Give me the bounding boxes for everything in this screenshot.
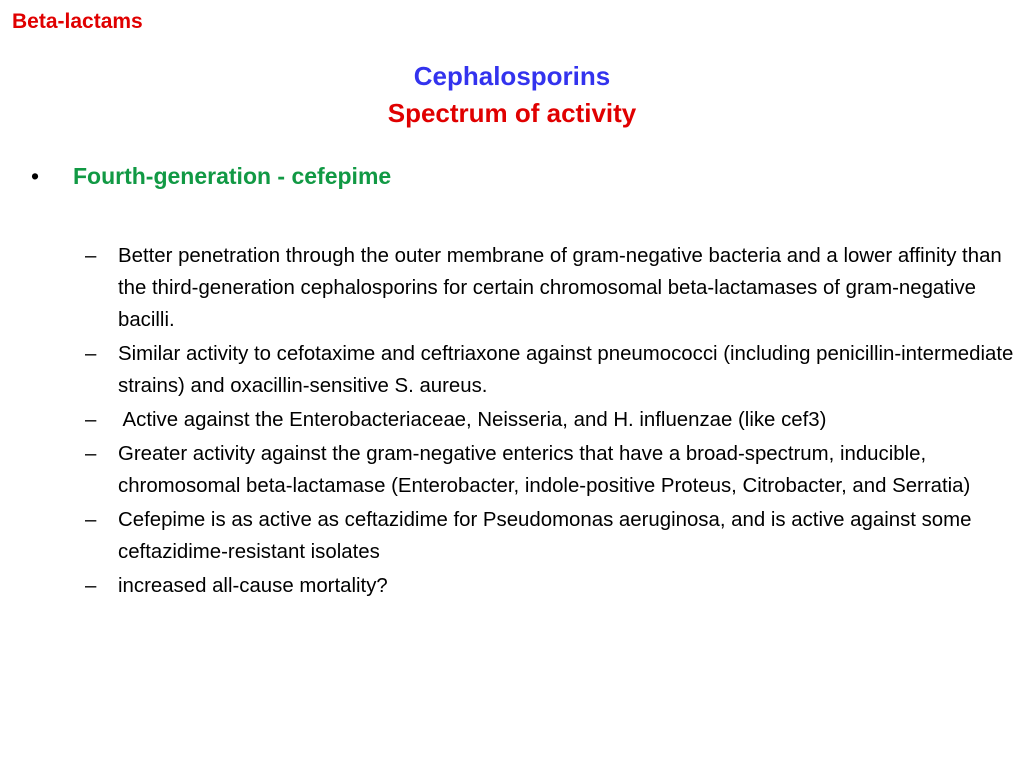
slide-title-main: Cephalosporins bbox=[413, 61, 611, 91]
dash-marker: – bbox=[85, 409, 97, 431]
sub-bullet-item bbox=[85, 504, 1015, 568]
sub-bullet-item bbox=[85, 438, 1015, 502]
slide-title-subtitle: Spectrum of activity bbox=[387, 98, 637, 128]
sub-bullet-item bbox=[85, 404, 1015, 436]
sub-bullet-text: Similar activity to cefotaxime and ceftriaxone against pneumococci (including penicillin-intermediate strains) and oxacillin-sensitive S. aureus. bbox=[118, 343, 1014, 397]
sub-bullet-text: Greater activity against the gram-negative enterics that have a broad-spectrum, inducible, chromosomal beta-lactamase (Enterobacter, indole-positive Proteus, Citrobacter, and Serratia) bbox=[118, 443, 971, 497]
sub-bullet-text: Cefepime is as active as ceftazidime for Pseudomonas aeruginosa, and is active against some ceftazidime-resistant isolates bbox=[118, 509, 972, 563]
slide-title bbox=[0, 58, 1024, 132]
sub-bullet-text: Active against the Enterobacteriaceae, Neisseria, and H. influenzae (like cef3) bbox=[118, 409, 827, 431]
sub-bullet-item bbox=[85, 338, 1015, 402]
sub-bullet-list bbox=[85, 240, 1015, 604]
dash-marker: – bbox=[85, 343, 97, 365]
dash-marker: – bbox=[85, 509, 97, 531]
bullet-marker: • bbox=[31, 163, 40, 189]
dash-marker: – bbox=[85, 245, 97, 267]
bullet-heading: Fourth-generation - cefepime bbox=[73, 163, 392, 189]
sub-bullet-item bbox=[85, 570, 1015, 602]
sub-bullet-item bbox=[85, 240, 1015, 336]
sub-bullet-text: increased all-cause mortality? bbox=[118, 575, 388, 597]
sub-bullet-text: Better penetration through the outer membrane of gram-negative bacteria and a lower affinity than the third-generation cephalosporins for certain chromosomal beta-lactamases of gram-negative bacilli. bbox=[118, 245, 1002, 331]
section-tag: Beta-lactams bbox=[12, 10, 143, 33]
dash-marker: – bbox=[85, 575, 97, 597]
dash-marker: – bbox=[85, 443, 97, 465]
